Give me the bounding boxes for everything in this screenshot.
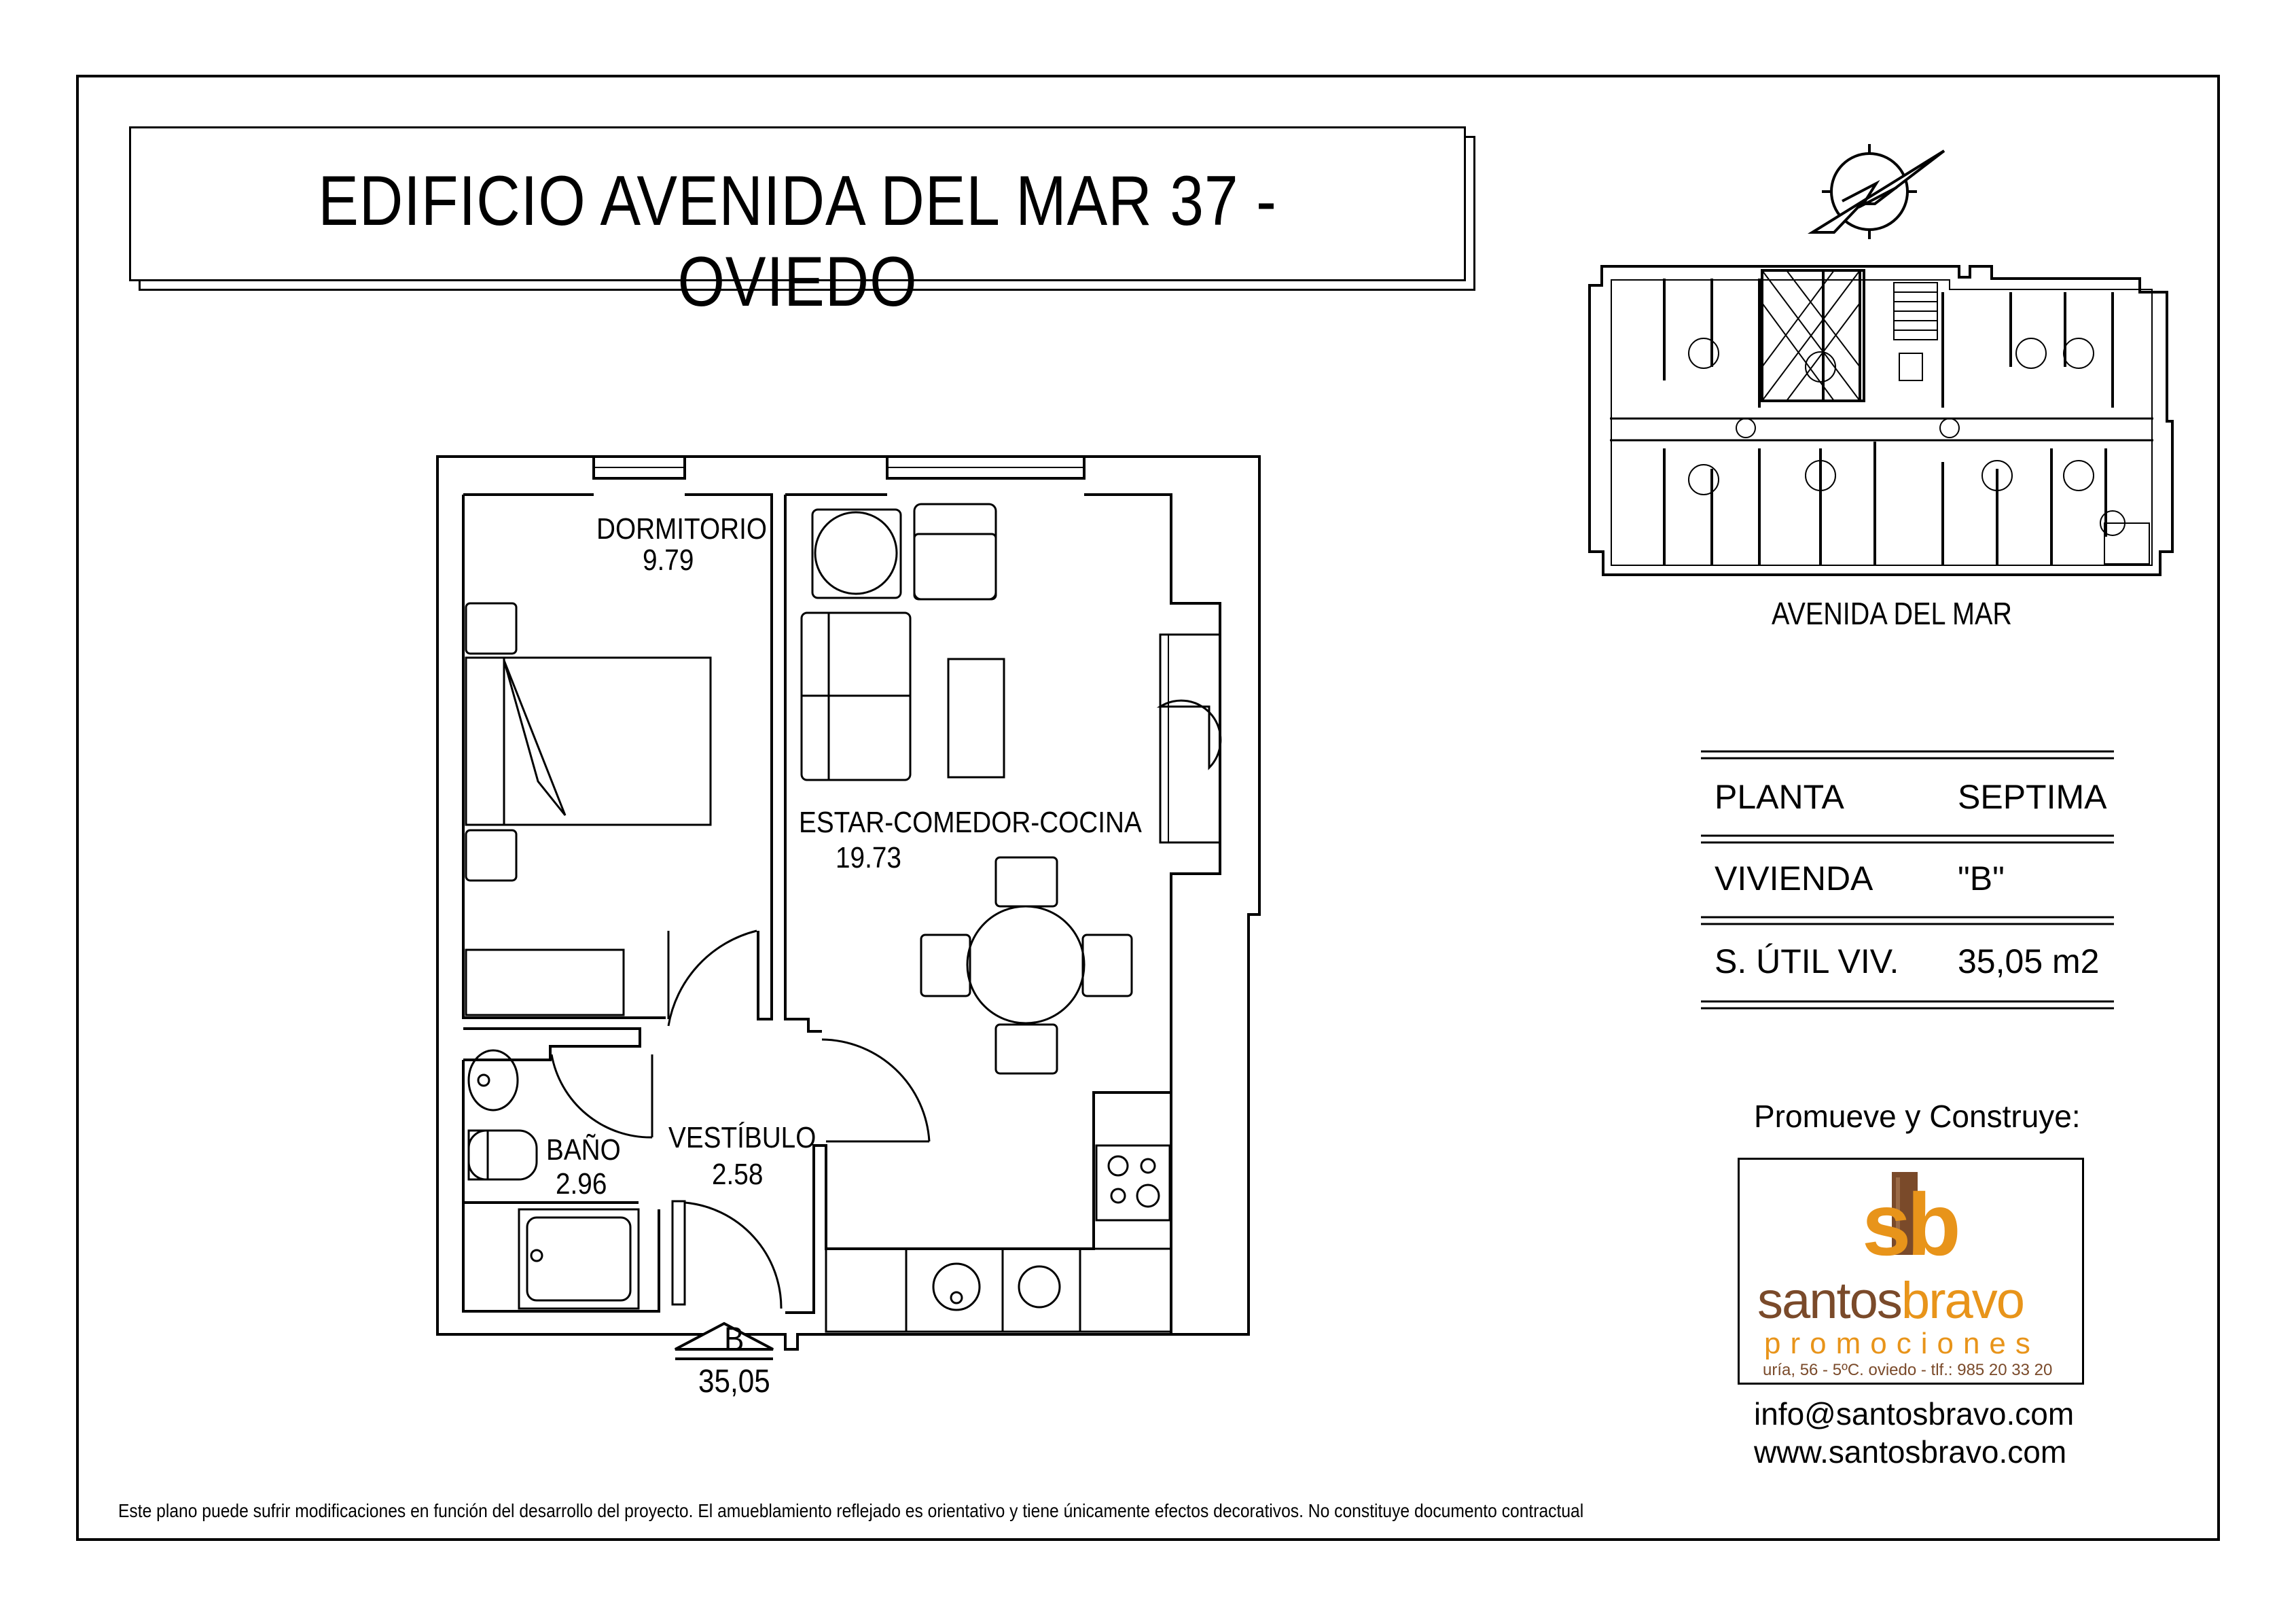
nightstand-bottom — [466, 830, 516, 881]
logo-subtitle: promociones — [1764, 1327, 2040, 1360]
room-name-bano: BAÑO — [546, 1133, 621, 1167]
apartment-floor-plan — [437, 457, 1259, 1359]
info-value-vivienda: "B" — [1958, 859, 2005, 898]
bed — [466, 658, 711, 825]
cooktop — [1096, 1145, 1170, 1220]
logo-monogram: sb — [1862, 1175, 1957, 1274]
promoter-logo — [1738, 1158, 2084, 1385]
title-box — [129, 126, 1466, 321]
street-label: AVENIDA DEL MAR — [1772, 596, 2012, 631]
info-label-planta: PLANTA — [1715, 778, 1844, 816]
building-key-plan — [1590, 266, 2172, 575]
logo-name-part2: bravo — [1901, 1272, 2024, 1330]
room-name-vestibulo: VESTÍBULO — [668, 1121, 817, 1154]
entrance-area-label: 35,05 — [698, 1364, 770, 1400]
promoter-website[interactable]: www.santosbravo.com — [1754, 1434, 2067, 1470]
room-area-estar: 19.73 — [836, 841, 901, 874]
room-name-dormitorio: DORMITORIO — [596, 512, 767, 546]
tv-unit — [1160, 635, 1220, 842]
toilet — [469, 1131, 537, 1179]
nightstand-top — [466, 603, 516, 654]
disclaimer: Este plano puede sufrir modificaciones en función del desarrollo del proyecto. El amueblamiento reflejado es orientativo y tiene únicamente efectos decorativos. No constituye documento contractual — [118, 1500, 1584, 1521]
armchair — [914, 504, 996, 599]
logo-address: uría, 56 - 5ºC. oviedo - tlf.: 985 20 33 20 — [1763, 1361, 2053, 1379]
page-title: EDIFICIO AVENIDA DEL MAR 37 - OVIEDO — [318, 162, 1277, 321]
room-name-estar: ESTAR-COMEDOR-COCINA — [799, 806, 1142, 839]
coffee-table — [948, 659, 1004, 777]
info-value-superficie: 35,05 m2 — [1958, 942, 2100, 980]
room-area-vestibulo: 2.58 — [712, 1158, 764, 1191]
dining-table — [967, 906, 1084, 1023]
logo-name — [1757, 1271, 2024, 1330]
room-area-dormitorio: 9.79 — [643, 544, 694, 577]
promoter-email[interactable]: info@santosbravo.com — [1754, 1396, 2075, 1432]
north-arrow-icon — [1812, 144, 1944, 239]
washer — [1019, 1266, 1060, 1307]
kitchen-counter — [826, 1249, 1171, 1332]
logo-name-part1: santos — [1757, 1272, 1901, 1330]
bathtub — [519, 1209, 639, 1309]
armchair-round — [815, 512, 897, 594]
dresser — [466, 950, 624, 1015]
exterior-wall — [437, 457, 1259, 1349]
room-area-bano: 2.96 — [556, 1167, 607, 1201]
info-label-superficie: S. ÚTIL VIV. — [1715, 942, 1899, 980]
info-label-vivienda: VIVIENDA — [1715, 859, 1873, 898]
info-value-planta: SEPTIMA — [1958, 778, 2107, 816]
promoter-heading: Promueve y Construye: — [1754, 1099, 2081, 1134]
entrance-unit-label: B — [724, 1320, 745, 1358]
